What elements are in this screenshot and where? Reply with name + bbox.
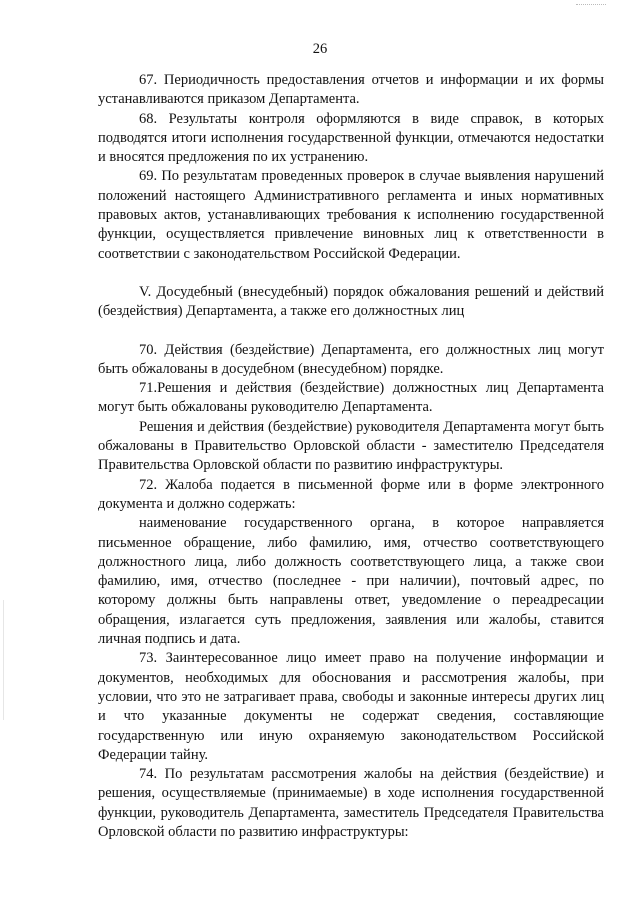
paragraph-73: 73. Заинтересованное лицо имеет право на получение информации и документов, необходимых для обоснования и рассмотрения жалобы, при условии, что это не затрагивает права, свободы и законные интересы других лиц и что указанные документы не содержат сведения, составляющие государственную или иную охраняемую законодательством Российской Федерации тайну. xyxy=(98,650,604,763)
paragraph-67: 67. Периодичность предоставления отчетов и информации и их формы устанавливаются приказом Департамента. xyxy=(98,72,604,108)
spacer xyxy=(98,322,604,341)
paragraph-71-continued: Решения и действия (бездействие) руководителя Департамента могут быть обжалованы в Правительство Орловской области - заместителю Председателя Правительства Орловской области по развитию инфраструктуры. xyxy=(98,418,604,474)
paragraph-74: 74. По результатам рассмотрения жалобы на действия (бездействие) и решения, осуществляемые (принимаемые) в ходе исполнения государственной функции, руководитель Департамента, заместитель Председателя Правительства Орловской области по развитию инфраструктуры: xyxy=(98,766,604,840)
paragraph-72-requirements: наименование государственного органа, в которое направляется письменное обращение, либо фамилию, имя, отчество соответствующего должностного лица, либо должность соответствующего лица, а также свои фамилию, имя, отчество (последнее - при наличии), почтовый адрес, по которому должны быть направлены ответ, уведомление о переадресации обращения, излагается суть предложения, заявления или жалобы, ставится личная подпись и дата. xyxy=(98,515,604,648)
scan-margin-artifact xyxy=(3,600,4,720)
scan-artifact xyxy=(576,4,606,8)
paragraph-70: 70. Действия (бездействие) Департамента, его должностных лиц могут быть обжалованы в досудебном (внесудебном) порядке. xyxy=(98,341,604,377)
paragraph-69: 69. По результатам проведенных проверок в случае выявления нарушений положений настоящего Административного регламента и иных нормативных правовых актов, устанавливающих требования к исполнению государственной функции, осуществляется привлечение виновных лиц к ответственности в соответствии с законодательством Российской Федерации. xyxy=(98,168,604,262)
paragraph-68: 68. Результаты контроля оформляются в виде справок, в которых подводятся итоги исполнения государственной функции, отмечаются недостатки и вносятся предложения по их устранению. xyxy=(98,110,604,166)
document-body xyxy=(98,71,604,842)
page-number: 26 xyxy=(312,41,328,57)
spacer xyxy=(98,264,604,283)
paragraph-71: 71.Решения и действия (бездействие) должностных лиц Департамента могут быть обжалованы руководителю Департамента. xyxy=(98,380,604,416)
section-heading: V. Досудебный (внесудебный) порядок обжалования решений и действий (бездействия) Департамента, а также его должностных лиц xyxy=(98,283,604,320)
paragraph-72: 72. Жалоба подается в письменной форме или в форме электронного документа и должно содержать: xyxy=(98,476,604,512)
